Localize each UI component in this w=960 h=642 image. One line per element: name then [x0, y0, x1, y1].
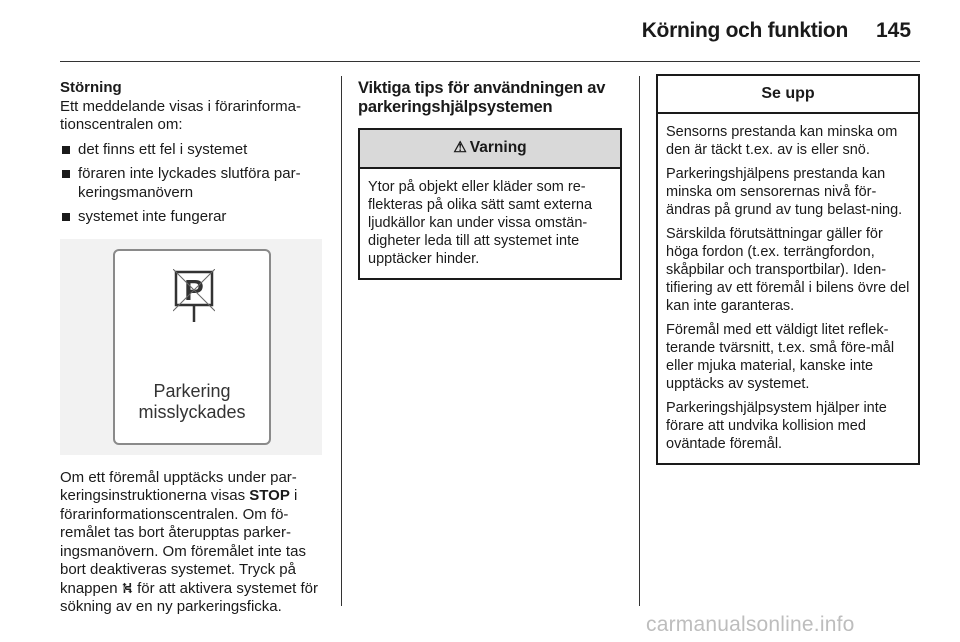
park-assist-button-icon: ⛕ [121, 579, 133, 597]
column-divider-2 [639, 76, 640, 606]
column-left [60, 79, 332, 617]
display-screen [113, 249, 271, 445]
display-message [115, 381, 269, 423]
caution-body [658, 114, 918, 463]
obstacle-text-1: Om ett föremål upptäcks under par-keringsinstruktionerna visas [60, 468, 297, 504]
section-heading-storning: Störning [60, 79, 122, 96]
caution-paragraph: Särskilda förutsättningar gäller för höga fordon (t.ex. terrängfordon, skåpbilar och transportbilar). Iden-tifiering av ett föremål i bilens övre del kan inte garanteras. [666, 226, 910, 314]
caution-paragraph: Föremål med ett väldigt litet reflek-terande tvärsnitt, t.ex. små före-mål eller mjuka material, kanske inte upptäcks av systemet. [666, 322, 895, 392]
header-divider [60, 61, 920, 62]
caution-paragraph: Sensorns prestanda kan minska om den är täckt t.ex. av is eller snö. [666, 124, 898, 158]
column-divider-1 [341, 76, 342, 606]
driver-info-display-illustration [60, 239, 322, 455]
warning-header [360, 130, 620, 169]
warning-title: Varning [469, 139, 527, 157]
bullet-item: föraren inte lyckades slutföra par-keringsmanövern [60, 165, 332, 202]
page-header-title: Körning och funktion [641, 19, 848, 42]
bullet-item: det finns ett fel i systemet [60, 141, 332, 160]
watermark: carmanualsonline.info [646, 613, 855, 636]
caution-paragraph: Parkeringshjälpsystem hjälper inte förare att undvika kollision med oväntade föremål. [666, 400, 887, 452]
display-line-2: misslyckades [138, 401, 246, 422]
obstacle-text-2: i förarinformationscentralen. Om fö-remålet tas bort återupptas parker-ingsmanövern. Om föremålet inte tas bort deaktiveras systemet. Tryck på knappen [60, 487, 306, 597]
parking-failed-icon [173, 269, 215, 327]
bullet-item: systemet inte fungerar [60, 208, 332, 227]
svg-text:P: P [184, 274, 204, 307]
caution-paragraph: Parkeringshjälpens prestanda kan minska om sensorernas nivå för-ändras på grund av tung belast-ning. [666, 166, 903, 218]
intro-text: Ett meddelande visas i förarinforma-tionscentralen om: [60, 97, 301, 133]
caution-title: Se upp [658, 76, 918, 114]
section-heading-tips: Viktiga tips för användningen av parkeringshjälpsystemen [358, 79, 606, 116]
column-middle [358, 79, 626, 280]
display-line-1: Parkering [153, 380, 231, 401]
obstacle-paragraph [60, 469, 332, 617]
warning-box [358, 128, 622, 280]
fault-bullet-list [60, 141, 332, 227]
stop-word: STOP [249, 487, 290, 504]
warning-text: Ytor på objekt eller kläder som re-flekteras på olika sätt samt externa ljudkällor kan under vissa omstän-digheter leda till att systemet inte upptäcker hinder. [368, 179, 593, 267]
column-right [656, 79, 920, 465]
obstacle-text-3: för att aktivera systemet för sökning av en ny parkeringsficka. [60, 579, 319, 615]
page-number: 145 [876, 19, 912, 42]
caution-box [656, 74, 920, 465]
warning-triangle-icon: ⚠ [453, 139, 467, 157]
